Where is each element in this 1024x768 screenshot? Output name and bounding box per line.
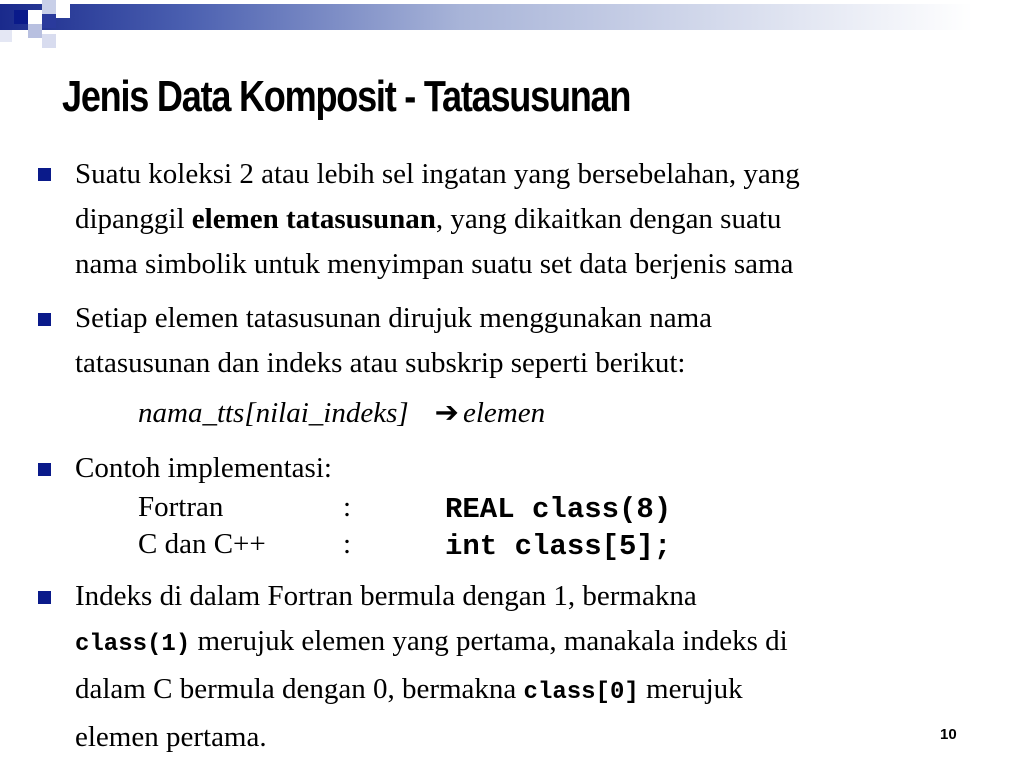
example-lang-fortran: Fortran — [138, 491, 224, 523]
bullet-4-line-3 — [75, 667, 955, 715]
text-fragment: merujuk — [638, 673, 743, 705]
bullet-4-text — [75, 574, 955, 760]
bullet-1-line-2 — [75, 197, 955, 242]
formula-left: nama_tts[nilai_indeks] — [138, 397, 409, 429]
bullet-1-text — [75, 152, 955, 287]
text-fragment: merujuk elemen yang pertama, manakala indeks di — [190, 625, 788, 657]
example-lang-c: C dan C++ — [138, 528, 266, 560]
bullet-marker — [38, 168, 51, 181]
bullet-marker — [38, 313, 51, 326]
bullet-1-line-3: nama simbolik untuk menyimpan suatu set data berjenis sama — [75, 248, 794, 280]
right-arrow-icon: ➔ — [434, 397, 459, 429]
bold-term: elemen tatasusunan — [191, 203, 436, 235]
example-code-fortran: REAL class(8) — [445, 493, 672, 526]
slide-title: Jenis Data Komposit - Tatasusunan — [62, 72, 631, 121]
text-fragment: dalam C bermula dengan 0, bermakna — [75, 673, 524, 705]
bullet-2-line-2: tatasusunan dan indeks atau subskrip seperti berikut: — [75, 347, 686, 379]
bullet-marker — [38, 591, 51, 604]
bullet-2-line-1: Setiap elemen tatasusunan dirujuk menggunakan nama — [75, 302, 713, 334]
bullet-1-line-1: Suatu koleksi 2 atau lebih sel ingatan yang bersebelahan, yang — [75, 158, 800, 190]
bullet-2-text — [75, 296, 955, 386]
bullet-4-line-4: elemen pertama. — [75, 721, 267, 753]
example-code-c: int class[5]; — [445, 530, 672, 563]
page-number: 10 — [940, 726, 957, 743]
formula-right: elemen — [462, 397, 546, 429]
bullet-marker — [38, 463, 51, 476]
array-syntax-formula — [138, 395, 545, 430]
example-separator: : — [343, 491, 352, 523]
bullet-3-heading: Contoh implementasi: — [75, 452, 332, 484]
inline-code: class(1) — [75, 631, 191, 658]
bullet-4-line-1: Indeks di dalam Fortran bermula dengan 1, bermakna — [75, 580, 697, 612]
text-fragment: , yang dikaitkan dengan suatu — [435, 203, 782, 235]
text-fragment: dipanggil — [75, 203, 192, 235]
example-separator: : — [343, 528, 352, 560]
inline-code: class[0] — [523, 679, 639, 706]
bullet-4-line-2 — [75, 619, 955, 667]
